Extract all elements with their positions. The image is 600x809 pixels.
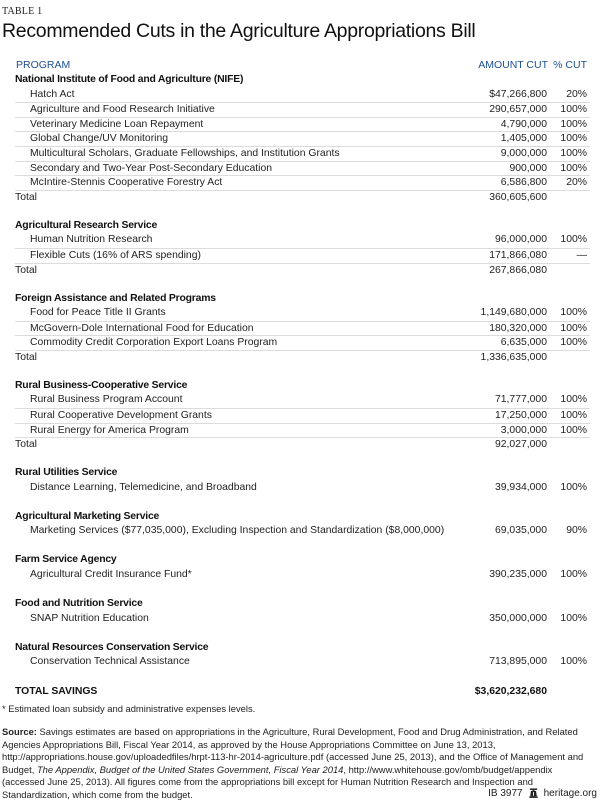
table-label: TABLE 1 — [2, 6, 43, 17]
section-total-label: Total — [15, 191, 37, 203]
source-text-1: Savings estimates are based on appropriations in the Agriculture, Rural Development, Food and Drug Administration, and Related Agencies Appropriations Bill, Fiscal Year 2014, as approved by the House Appropriations Committee on June 13, 2013, http://appropriations.house.gov/uploadedfiles/hrpt-113-hr-2014-agriculture.pdf (accessed June 25, 2013), and the Office of Management and Budget, — [2, 726, 584, 775]
section — [15, 73, 590, 204]
grand-total-row — [15, 684, 590, 700]
section-title: Agricultural Research Service — [15, 219, 158, 231]
row-amount-cut: 69,035,000 — [494, 525, 547, 537]
table-row — [15, 321, 590, 336]
table-row — [15, 233, 590, 248]
row-percent-cut: 100% — [560, 162, 587, 174]
table-row — [15, 131, 590, 146]
row-amount-cut: $47,266,800 — [489, 88, 547, 100]
section-spacer — [15, 670, 590, 684]
table-row — [15, 146, 590, 161]
row-program-name: Agriculture and Food Research Initiative — [30, 104, 215, 116]
section-spacer — [15, 277, 590, 291]
table-row — [15, 161, 590, 176]
table-row — [15, 175, 590, 190]
section-total-row — [15, 190, 590, 205]
row-program-name: Global Change/UV Monitoring — [30, 133, 169, 145]
row-percent-cut: 20% — [566, 88, 587, 100]
section-spacer — [15, 626, 590, 640]
source-label: Source: — [2, 726, 37, 737]
row-percent-cut: 100% — [560, 481, 587, 493]
row-program-name: Human Nutrition Research — [30, 234, 153, 246]
row-percent-cut: — — [576, 249, 587, 261]
table-row — [15, 102, 590, 117]
row-program-name: Veterinary Medicine Loan Repayment — [30, 118, 204, 130]
source-italic-title: The Appendix, Budget of the United States Government, Fiscal Year 2014 — [36, 763, 344, 775]
source-text-2: , http://www.whitehouse.gov/omb/budget/appendix (accessed June 25, 2013). All figures come from the appropriations bill except for Human Nutrition Research and Inspection and Standardization, which come from the budget. — [2, 763, 553, 800]
cuts-table — [15, 59, 590, 700]
table-row — [15, 248, 590, 263]
section — [15, 452, 590, 496]
row-amount-cut: 171,866,080 — [489, 249, 547, 261]
row-percent-cut: 100% — [560, 118, 587, 130]
row-program-name: Flexible Cuts (16% of ARS spending) — [30, 249, 201, 261]
column-header-program: PROGRAM — [16, 59, 71, 71]
row-program-name: Commodity Credit Corporation Export Loans Program — [30, 337, 278, 349]
column-header-pct: % CUT — [553, 59, 587, 71]
row-percent-cut: 100% — [560, 133, 587, 145]
row-percent-cut: 100% — [560, 394, 587, 406]
column-header-amount: AMOUNT CUT — [478, 59, 548, 71]
row-percent-cut: 100% — [560, 568, 587, 580]
row-program-name: Rural Business Program Account — [30, 394, 183, 406]
row-program-name: SNAP Nutrition Education — [30, 612, 149, 624]
section-total-amount: 92,027,000 — [494, 439, 547, 451]
row-amount-cut: 4,790,000 — [500, 118, 547, 130]
row-amount-cut: 1,149,680,000 — [480, 307, 547, 319]
row-percent-cut: 90% — [566, 525, 587, 537]
row-amount-cut: 350,000,000 — [489, 612, 547, 624]
table-row — [15, 306, 590, 321]
section-total-label: Total — [15, 264, 37, 276]
row-program-name: Hatch Act — [30, 88, 75, 100]
row-percent-cut: 100% — [560, 424, 587, 436]
section-total-amount: 267,866,080 — [489, 264, 547, 276]
row-program-name: Distance Learning, Telemedicine, and Broadband — [30, 481, 257, 493]
section-total-amount: 1,336,635,000 — [480, 351, 547, 363]
row-amount-cut: 17,250,000 — [494, 410, 547, 422]
row-percent-cut: 100% — [560, 322, 587, 334]
liberty-bell-icon — [528, 788, 539, 799]
table-row — [15, 408, 590, 423]
row-program-name: Conservation Technical Assistance — [30, 656, 190, 668]
row-program-name: Rural Energy for America Program — [30, 424, 189, 436]
table-row — [15, 335, 590, 350]
section-title: Natural Resources Conservation Service — [15, 641, 209, 653]
row-amount-cut: 9,000,000 — [500, 147, 547, 159]
grand-total-amount: $3,620,232,680 — [474, 686, 547, 698]
row-program-name: McGovern-Dole International Food for Education — [30, 322, 254, 334]
section-spacer — [15, 364, 590, 378]
section — [15, 626, 590, 670]
credit-line — [488, 788, 597, 799]
section-spacer — [15, 539, 590, 553]
section-spacer — [15, 495, 590, 509]
section-title: Rural Business-Cooperative Service — [15, 379, 188, 391]
section — [15, 583, 590, 627]
row-program-name: Rural Cooperative Development Grants — [30, 410, 212, 422]
section-total-row — [15, 437, 590, 452]
section-title: Agricultural Marketing Service — [15, 510, 160, 522]
table-row — [15, 88, 590, 103]
row-program-name: Agricultural Credit Insurance Fund* — [30, 568, 192, 580]
footnote: * Estimated loan subsidy and administrative expenses levels. — [2, 703, 256, 714]
row-amount-cut: 71,777,000 — [494, 394, 547, 406]
heritage-link[interactable]: heritage.org — [543, 788, 597, 799]
row-amount-cut: 900,000 — [509, 162, 547, 174]
section-total-row — [15, 263, 590, 278]
row-percent-cut: 100% — [560, 337, 587, 349]
row-percent-cut: 100% — [560, 656, 587, 668]
row-program-name: Marketing Services ($77,035,000), Excluding Inspection and Standardization ($8,000,000) — [30, 525, 445, 537]
table-title: Recommended Cuts in the Agriculture Appropriations Bill — [2, 20, 476, 42]
row-percent-cut: 100% — [560, 234, 587, 246]
row-amount-cut: 1,405,000 — [500, 133, 547, 145]
section-title: Foreign Assistance and Related Programs — [15, 292, 216, 304]
report-id: IB 3977 — [488, 788, 523, 799]
row-amount-cut: 39,934,000 — [494, 481, 547, 493]
table-row — [15, 524, 590, 539]
row-percent-cut: 100% — [560, 410, 587, 422]
table-row — [15, 568, 590, 583]
section-spacer — [15, 583, 590, 597]
row-amount-cut: 6,635,000 — [500, 337, 547, 349]
table-row — [15, 423, 590, 438]
table-row — [15, 655, 590, 670]
row-amount-cut: 180,320,000 — [489, 322, 547, 334]
grand-total-label: TOTAL SAVINGS — [15, 686, 98, 698]
section-spacer — [15, 204, 590, 218]
section-total-label: Total — [15, 351, 37, 363]
section-title: Farm Service Agency — [15, 554, 117, 566]
table-row — [15, 481, 590, 496]
table-header — [15, 59, 590, 73]
section-spacer — [15, 452, 590, 466]
row-percent-cut: 100% — [560, 307, 587, 319]
row-program-name: Secondary and Two-Year Post-Secondary Education — [30, 162, 273, 174]
row-program-name: Food for Peace Title II Grants — [30, 307, 166, 319]
table-body — [15, 73, 590, 684]
section-total-row — [15, 350, 590, 365]
row-amount-cut: 3,000,000 — [500, 424, 547, 436]
table-row — [15, 393, 590, 408]
table-row — [15, 117, 590, 132]
section — [15, 539, 590, 583]
row-amount-cut: 390,235,000 — [489, 568, 547, 580]
section-title: Rural Utilities Service — [15, 467, 118, 479]
row-program-name: McIntire-Stennis Cooperative Forestry Act — [30, 177, 223, 189]
section-total-label: Total — [15, 439, 37, 451]
section — [15, 204, 590, 277]
row-amount-cut: 713,895,000 — [489, 656, 547, 668]
row-amount-cut: 6,586,800 — [500, 177, 547, 189]
row-amount-cut: 96,000,000 — [494, 234, 547, 246]
row-percent-cut: 100% — [560, 147, 587, 159]
row-percent-cut: 20% — [566, 177, 587, 189]
row-percent-cut: 100% — [560, 612, 587, 624]
section — [15, 364, 590, 451]
table-row — [15, 612, 590, 627]
row-program-name: Multicultural Scholars, Graduate Fellowships, and Institution Grants — [30, 147, 340, 159]
section — [15, 277, 590, 364]
row-percent-cut: 100% — [560, 104, 587, 116]
row-amount-cut: 290,657,000 — [489, 104, 547, 116]
section — [15, 495, 590, 539]
section-title: National Institute of Food and Agriculture (NIFE) — [15, 74, 244, 85]
section-total-amount: 360,605,600 — [489, 191, 547, 203]
section-title: Food and Nutrition Service — [15, 597, 143, 609]
